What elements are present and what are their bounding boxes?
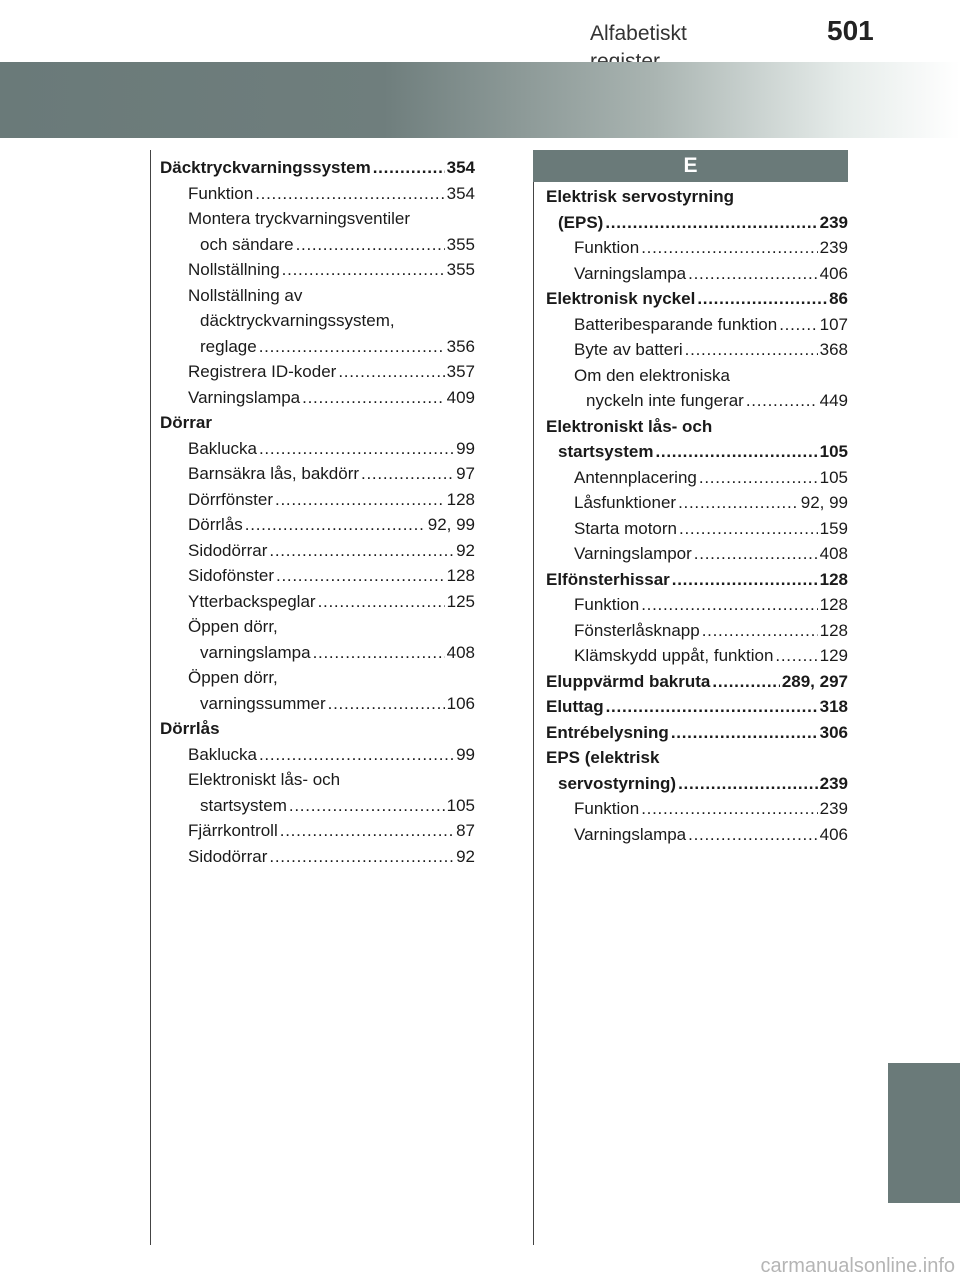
index-entry-term: Eluttag (546, 697, 604, 716)
index-entry-term: Batteribesparande funktion (574, 314, 778, 334)
index-entry-page: 105 (446, 795, 475, 815)
index-entry-page: 128 (446, 566, 475, 585)
index-entry-term: servostyrning) (558, 773, 677, 793)
index-entry (160, 257, 475, 283)
index-entry-page: 355 (446, 260, 475, 279)
index-entry (546, 643, 848, 669)
dot-leader (702, 618, 818, 644)
index-entry-page: 318 (819, 697, 848, 716)
index-entry-page: 105 (819, 467, 848, 487)
index-entry (546, 261, 848, 287)
dot-leader (245, 512, 426, 538)
index-entry-page: 406 (819, 824, 848, 844)
index-entry (546, 618, 848, 644)
dot-leader (289, 793, 445, 819)
index-entry-term: Ytterbackspeglar (188, 591, 316, 611)
index-entry-term: Varningslampa (574, 824, 687, 844)
dot-leader (606, 694, 818, 720)
index-entry (160, 742, 475, 768)
index-entry (546, 439, 848, 465)
index-entry-line: Om den elektroniska (574, 365, 730, 385)
index-entry (546, 771, 848, 797)
index-entry-page: 449 (819, 391, 848, 410)
index-entry (160, 155, 475, 181)
dot-leader (269, 538, 454, 564)
index-entry (160, 563, 475, 589)
index-entry (546, 465, 848, 491)
index-entry-page: 289, 297 (781, 671, 848, 691)
index-entry-term: och sändare (200, 234, 294, 254)
dot-leader (275, 487, 445, 513)
index-entry (160, 385, 475, 411)
index-entry-term: Baklucka (188, 438, 257, 458)
index-entry-page: 105 (819, 442, 848, 461)
index-entry-term: Elektronisk nyckel (546, 289, 696, 308)
index-entry-page: 97 (456, 464, 475, 483)
index-entry-term: startsystem (558, 442, 654, 461)
index-entry-term: varningslampa (200, 642, 311, 662)
index-entry-page: 99 (456, 438, 475, 458)
dot-leader (688, 822, 817, 848)
index-entry-page: 354 (446, 158, 475, 177)
dot-leader (779, 312, 817, 338)
index-entry (160, 640, 475, 666)
index-entry-line: Elektrisk servostyrning (546, 187, 735, 206)
index-entry (160, 589, 475, 615)
index-entry-page: 356 (446, 336, 475, 356)
dot-leader (318, 589, 445, 615)
dot-leader (641, 235, 817, 261)
index-entry (160, 232, 475, 258)
index-entry-term: Elfönsterhissar (546, 569, 670, 589)
index-entry (160, 436, 475, 462)
dot-leader (338, 359, 444, 385)
index-entry (546, 490, 848, 516)
index-entry-page: 86 (829, 289, 848, 308)
index-entry (160, 359, 475, 385)
dot-leader (255, 181, 444, 207)
index-entry-term: Barnsäkra lås, bakdörr (188, 464, 360, 483)
dot-leader (313, 640, 445, 666)
index-entry-term: Dörrfönster (188, 489, 274, 509)
index-entry-page: 125 (446, 591, 475, 611)
index-entry-page: 159 (819, 518, 848, 538)
index-entry-term: Dörrlås (188, 515, 243, 534)
dot-leader (775, 643, 817, 669)
index-entry-page: 408 (819, 544, 848, 563)
dot-leader (746, 388, 818, 414)
index-entry-line: Öppen dörr, (188, 668, 278, 687)
index-entry-page: 408 (446, 642, 475, 662)
index-entry (546, 388, 848, 414)
index-entry (546, 286, 848, 312)
index-entry-page: 92 (456, 846, 475, 866)
dot-leader (699, 465, 818, 491)
index-entry-page: 355 (446, 234, 475, 254)
index-entry (160, 818, 475, 844)
index-entry-term: Däcktryckvarningssystem (160, 158, 371, 177)
index-entry-term: Klämskydd uppåt, funktion (574, 646, 774, 665)
index-entry-term: Sidofönster (188, 566, 274, 585)
dot-leader (282, 257, 445, 283)
dot-leader (697, 286, 827, 312)
index-entry (546, 337, 848, 363)
chapter-tab (888, 1063, 960, 1203)
index-entry (546, 516, 848, 542)
index-entry-page: 128 (819, 569, 848, 589)
dot-leader (712, 669, 779, 695)
page-number: 501 (827, 15, 874, 46)
index-column-right (546, 184, 848, 847)
dot-leader (328, 691, 445, 717)
index-entry (546, 796, 848, 822)
index-entry (160, 461, 475, 487)
dot-leader (679, 516, 818, 542)
dot-leader (655, 439, 817, 465)
index-entry (546, 312, 848, 338)
dot-leader (605, 210, 817, 236)
index-entry-term: Sidodörrar (188, 540, 268, 560)
index-entry-term: Registrera ID-koder (188, 362, 337, 381)
column-divider-left (150, 150, 151, 1245)
index-entry-term: Varningslampa (188, 387, 301, 407)
dot-leader (296, 232, 445, 258)
dot-leader (671, 720, 818, 746)
page-header (0, 0, 960, 55)
index-entry-term: Låsfunktioner (574, 493, 677, 512)
index-entry-line: Elektroniskt lås- och (188, 770, 341, 789)
index-entry-term: Nollställning (188, 260, 280, 279)
index-entry (546, 541, 848, 567)
index-entry-term: Funktion (188, 183, 254, 203)
index-entry (546, 694, 848, 720)
dot-leader (269, 844, 454, 870)
index-entry-line: Dörrlås (160, 719, 220, 738)
letter-header-e: E (533, 150, 848, 182)
index-entry-page: 92, 99 (800, 493, 848, 512)
index-entry-page: 239 (819, 773, 848, 793)
index-entry-term: reglage (200, 336, 257, 356)
dot-leader (373, 155, 445, 181)
index-entry (160, 334, 475, 360)
dot-leader (276, 563, 445, 589)
index-entry-page: 406 (819, 263, 848, 283)
index-entry (546, 720, 848, 746)
index-entry-term: Fönsterlåsknapp (574, 620, 700, 640)
dot-leader (641, 796, 817, 822)
index-entry-term: Eluppvärmd bakruta (546, 671, 711, 691)
dot-leader (685, 337, 818, 363)
index-entry-line: Dörrar (160, 413, 212, 432)
index-entry-page: 239 (819, 212, 848, 232)
dot-leader (688, 261, 817, 287)
index-entry-page: 129 (819, 646, 848, 665)
index-entry-term: startsystem (200, 795, 287, 815)
index-entry (546, 210, 848, 236)
index-entry (160, 487, 475, 513)
index-entry-page: 99 (456, 744, 475, 764)
index-entry (160, 181, 475, 207)
index-entry-term: Byte av batteri (574, 340, 683, 359)
index-entry-term: Varningslampor (574, 544, 692, 563)
index-entry-page: 239 (819, 238, 848, 257)
dot-leader (678, 490, 799, 516)
dot-leader (259, 742, 454, 768)
index-entry (160, 793, 475, 819)
dot-leader (302, 385, 444, 411)
index-entry-page: 128 (819, 595, 848, 614)
index-entry-term: Entrébelysning (546, 722, 669, 742)
section-title: Alfabetiskt (590, 22, 687, 45)
index-entry-term: varningssummer (200, 693, 326, 713)
index-entry (546, 822, 848, 848)
index-entry-line: Nollställning av (188, 285, 303, 305)
dot-leader (678, 771, 818, 797)
index-entry-line: EPS (elektrisk (546, 748, 660, 767)
index-entry (160, 844, 475, 870)
index-entry-line: däcktryckvarningssystem, (200, 311, 395, 330)
dot-leader (259, 436, 454, 462)
dot-leader (280, 818, 454, 844)
index-entry-term: Fjärrkontroll (188, 821, 278, 840)
index-entry-term: Funktion (574, 799, 640, 818)
index-entry (546, 592, 848, 618)
index-entry-page: 239 (819, 799, 848, 818)
index-entry-term: Sidodörrar (188, 846, 268, 866)
index-entry-line: Elektroniskt lås- och (546, 416, 713, 436)
index-entry-term: Baklucka (188, 744, 257, 764)
index-entry-term: Funktion (574, 238, 640, 257)
index-entry-term: Funktion (574, 595, 640, 614)
index-entry-term: (EPS) (558, 212, 604, 232)
index-entry (160, 691, 475, 717)
index-entry (160, 538, 475, 564)
index-entry-page: 128 (819, 620, 848, 640)
column-divider-middle (533, 150, 534, 1245)
index-entry-page: 107 (819, 314, 848, 334)
dot-leader (641, 592, 817, 618)
dot-leader (259, 334, 445, 360)
index-entry-page: 306 (819, 722, 848, 742)
index-entry-page: 87 (456, 821, 475, 840)
watermark: carmanualsonline.info (760, 1255, 955, 1277)
dot-leader (694, 541, 818, 567)
index-entry-term: Starta motorn (574, 518, 677, 538)
index-entry-page: 128 (446, 489, 475, 509)
dot-leader (361, 461, 454, 487)
index-entry-term: Antennplacering (574, 467, 697, 487)
index-entry (546, 669, 848, 695)
index-entry-page: 357 (446, 362, 475, 381)
index-entry (546, 567, 848, 593)
dot-leader (672, 567, 818, 593)
index-entry-line: Montera tryckvarningsventiler (188, 209, 411, 228)
index-entry-term: nyckeln inte fungerar (586, 391, 744, 410)
index-entry-page: 106 (446, 693, 475, 713)
index-entry-page: 368 (819, 340, 848, 359)
index-entry-line: Öppen dörr, (188, 617, 278, 636)
index-entry (546, 235, 848, 261)
index-entry-page: 354 (446, 183, 475, 203)
index-entry-page: 92 (456, 540, 475, 560)
index-entry-page: 92, 99 (427, 515, 475, 534)
index-column-left (160, 155, 475, 869)
index-entry-term: Varningslampa (574, 263, 687, 283)
header-banner (0, 62, 960, 138)
index-entry (160, 512, 475, 538)
index-entry-page: 409 (446, 387, 475, 407)
